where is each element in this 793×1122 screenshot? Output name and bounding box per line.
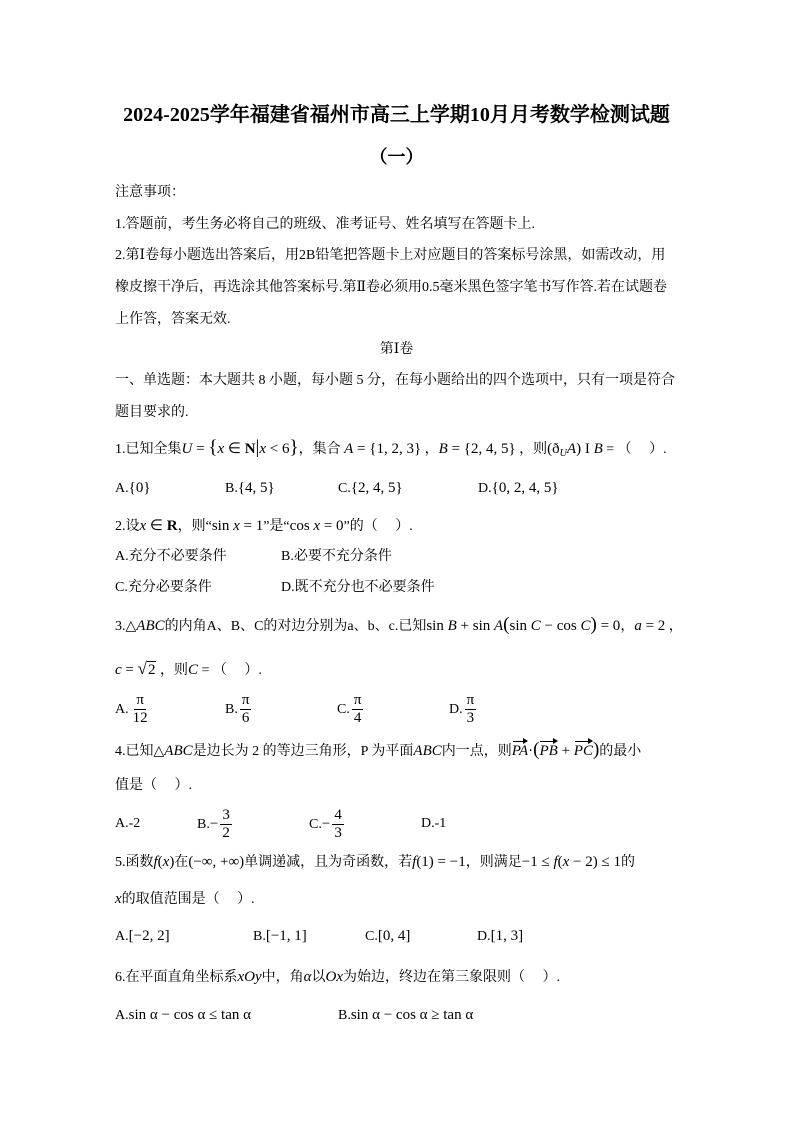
math-var: C bbox=[530, 618, 541, 634]
stem-text: ，则 bbox=[515, 442, 548, 457]
stem-text: = （ ）. bbox=[602, 442, 667, 457]
option-label: B. bbox=[225, 702, 238, 717]
math-dot: · bbox=[528, 743, 534, 759]
option-label: C. bbox=[337, 702, 350, 717]
stem-text: ， bbox=[620, 619, 635, 634]
option-label: C. bbox=[338, 481, 351, 496]
fraction-denominator: 6 bbox=[241, 710, 250, 727]
math-text: ∈ bbox=[146, 518, 167, 534]
notice-item-2-line: 上作答，答案无效. bbox=[115, 312, 231, 327]
option-c: C.充分必要条件 bbox=[115, 580, 212, 595]
fraction-denominator: 3 bbox=[334, 825, 342, 842]
math-func: cos bbox=[289, 518, 310, 534]
stem-text: ， bbox=[665, 619, 683, 634]
fraction-numerator: π bbox=[353, 692, 362, 709]
option-label: A.-2 bbox=[115, 816, 141, 831]
math-text: = 1 bbox=[239, 518, 264, 534]
stem-text: 3.△ bbox=[115, 619, 137, 634]
option-b bbox=[197, 804, 232, 844]
fraction-numerator: π bbox=[136, 692, 144, 709]
math-text: = 2 bbox=[641, 618, 666, 634]
option-value: {0, 2, 4, 5} bbox=[491, 480, 559, 496]
math-paren: ( bbox=[557, 854, 563, 870]
math-text: ) I bbox=[576, 441, 594, 457]
math-var: x bbox=[115, 891, 122, 907]
math-var: B bbox=[438, 441, 448, 457]
math-paren: ) bbox=[169, 854, 175, 870]
option-label: B. bbox=[338, 1008, 351, 1023]
option-value: [0, 4] bbox=[377, 928, 411, 944]
section-heading-line: 一、单选题：本大题共 8 小题，每小题 5 分，在每小题给出的四个选项中，只有一项是符合 bbox=[115, 373, 675, 388]
sqrt-sign: √ bbox=[137, 659, 147, 678]
stem-text: 1.已知全集 bbox=[115, 442, 182, 457]
option-label: B. bbox=[253, 929, 266, 944]
fraction-numerator: 3 bbox=[222, 807, 230, 824]
fraction bbox=[352, 692, 364, 727]
option-value: [−2, 2] bbox=[128, 928, 170, 944]
stem-text: ，则 bbox=[156, 663, 188, 678]
option-label: D. bbox=[478, 481, 492, 496]
option-c bbox=[309, 804, 344, 844]
math-text: (ð bbox=[547, 441, 560, 457]
option-b bbox=[225, 477, 275, 500]
math-var: A bbox=[344, 441, 354, 457]
fraction-denominator: 4 bbox=[353, 710, 362, 727]
fraction-numerator: π bbox=[241, 692, 250, 709]
vector: PC bbox=[574, 740, 593, 762]
math-var: A bbox=[566, 441, 577, 457]
stem-text: 4.已知△ bbox=[115, 744, 165, 759]
exam-subtitle: （一） bbox=[369, 147, 424, 167]
option-b: B.必要不充分条件 bbox=[281, 549, 392, 564]
math-var: Ox bbox=[325, 969, 344, 985]
vector: PB bbox=[539, 740, 557, 762]
stem-text: ”是“ bbox=[263, 519, 290, 534]
fraction bbox=[131, 692, 150, 727]
math-text: (1) = −1 bbox=[416, 854, 466, 870]
math-paren: ) bbox=[592, 739, 600, 760]
option-value: sin α − cos α ≥ tan α bbox=[350, 1007, 474, 1023]
math-text: < 6 bbox=[266, 441, 290, 457]
stem-text: 为始边，终边在第三象限则（ ）. bbox=[343, 970, 561, 985]
option-d bbox=[478, 477, 559, 500]
option-b bbox=[338, 1004, 473, 1027]
question-5-stem bbox=[115, 851, 635, 873]
math-paren: ( bbox=[503, 614, 510, 635]
fraction-denominator: 2 bbox=[222, 825, 230, 842]
question-3-stem bbox=[115, 614, 683, 636]
math-text: ∈ bbox=[224, 441, 245, 457]
math-brace: { bbox=[208, 437, 218, 458]
math-var: x bbox=[229, 518, 240, 534]
math-set-symbol: N bbox=[244, 441, 256, 457]
notice-item-1: 1.答题前，考生务必将自己的班级、准考证号、姓名填写在答题卡上. bbox=[115, 217, 535, 232]
math-set-symbol: R bbox=[166, 518, 178, 534]
math-var: f bbox=[153, 854, 158, 870]
question-6-stem bbox=[115, 966, 560, 988]
fraction bbox=[220, 807, 232, 842]
math-func: + sin bbox=[456, 618, 494, 634]
stem-text: ，集合 bbox=[298, 442, 345, 457]
math-text: = bbox=[192, 441, 209, 457]
stem-text: 的内角A、B、C的对边分别为a、b、c.已知 bbox=[164, 619, 427, 634]
math-subscript: U bbox=[559, 448, 567, 459]
option-b bbox=[253, 925, 307, 948]
option-value: {0} bbox=[128, 480, 151, 496]
notice-item-2-line: 2.第Ⅰ卷每小题选出答案后，用2B铅笔把答题卡上对应题目的答案标号涂黑，如需改动，用 bbox=[115, 248, 666, 263]
math-var: x bbox=[562, 854, 570, 870]
stem-text: = （ ）. bbox=[198, 663, 262, 678]
notice-heading: 注意事项： bbox=[115, 185, 185, 200]
question-4-stem bbox=[115, 739, 641, 761]
fraction-numerator: 4 bbox=[334, 807, 342, 824]
math-text: = 0 bbox=[320, 518, 344, 534]
stem-text: 是边长为 2 的等边三角形，P 为平面 bbox=[192, 744, 414, 759]
option-c bbox=[338, 477, 403, 500]
fraction bbox=[240, 692, 252, 727]
stem-text: 中，角 bbox=[261, 970, 304, 985]
math-var: f bbox=[412, 854, 417, 870]
math-var: C bbox=[187, 662, 198, 678]
option-value: {4, 5} bbox=[237, 480, 275, 496]
option-d: D.既不充分也不必要条件 bbox=[281, 580, 435, 595]
stem-text: 单调递减，且为奇函数，若 bbox=[244, 855, 413, 870]
fraction bbox=[332, 807, 344, 842]
option-value: [1, 3] bbox=[490, 928, 524, 944]
option-label: D. bbox=[477, 929, 491, 944]
math-func: sin bbox=[211, 518, 230, 534]
option-label: D.-1 bbox=[421, 816, 447, 831]
option-label: A. bbox=[115, 1008, 129, 1023]
stem-text: 5.函数 bbox=[115, 855, 154, 870]
option-label: B. bbox=[197, 817, 210, 832]
math-text: = {2, 4, 5} bbox=[447, 441, 516, 457]
stem-text: ，则满足 bbox=[465, 855, 522, 870]
stem-text: 在 bbox=[174, 855, 189, 870]
exam-title: 2024-2025学年福建省福州市高三上学期10月月考数学检测试题 bbox=[123, 104, 670, 126]
math-var: x bbox=[162, 854, 170, 870]
stem-text: 以 bbox=[311, 970, 326, 985]
math-text: = bbox=[121, 662, 138, 678]
option-label: D. bbox=[449, 702, 463, 717]
option-a bbox=[115, 690, 150, 730]
math-var: f bbox=[553, 854, 558, 870]
math-text: (−∞, +∞) bbox=[188, 854, 245, 870]
math-var: ABC bbox=[136, 618, 165, 634]
math-text: = 0 bbox=[596, 618, 621, 634]
math-paren: ) bbox=[590, 614, 597, 635]
section-heading-line: 题目要求的. bbox=[115, 405, 189, 420]
math-var: x bbox=[309, 518, 321, 534]
math-var: x bbox=[139, 518, 147, 534]
math-var: ABC bbox=[413, 743, 442, 759]
stem-text: 6.在平面直角坐标系 bbox=[115, 970, 238, 985]
math-var: a bbox=[634, 618, 642, 634]
math-func: sin bbox=[426, 618, 448, 634]
stem-text: ”的（ ）. bbox=[343, 519, 413, 534]
math-var: ABC bbox=[164, 743, 193, 759]
option-sign: − bbox=[209, 816, 219, 832]
option-label: A. bbox=[115, 929, 129, 944]
part-label: 第Ⅰ卷 bbox=[379, 342, 414, 357]
option-a bbox=[115, 477, 151, 500]
option-a bbox=[115, 1004, 251, 1027]
math-var: B bbox=[593, 441, 603, 457]
math-var: x bbox=[217, 441, 225, 457]
option-b bbox=[225, 690, 251, 730]
option-label: A. bbox=[115, 481, 129, 496]
notice-item-2-line: 橡皮擦干净后，再选涂其他答案标号.第Ⅱ卷必须用0.5毫米黑色签字笔书写作答.若在试题卷 bbox=[115, 280, 668, 295]
question-2-stem bbox=[115, 515, 413, 537]
math-paren: ( bbox=[533, 739, 540, 760]
math-var: xOy bbox=[237, 969, 262, 985]
option-label: B. bbox=[225, 481, 238, 496]
math-var: A bbox=[494, 618, 504, 634]
math-brace: } bbox=[289, 437, 299, 458]
stem-text: 内一点，则 bbox=[441, 744, 512, 759]
math-text: − 2) ≤ 1 bbox=[569, 854, 621, 870]
stem-text: 的取值范围是（ ）. bbox=[121, 892, 255, 907]
question-1-stem bbox=[115, 437, 667, 459]
option-d bbox=[477, 925, 523, 948]
option-c bbox=[337, 690, 363, 730]
math-var: x bbox=[259, 441, 267, 457]
math-bar: | bbox=[255, 437, 260, 458]
option-c bbox=[365, 925, 410, 948]
fraction-denominator: 12 bbox=[132, 710, 148, 727]
math-func: sin bbox=[509, 618, 531, 634]
fraction-denominator: 3 bbox=[466, 710, 475, 727]
option-a bbox=[115, 804, 140, 844]
option-sign: − bbox=[321, 816, 331, 832]
math-text: + bbox=[557, 743, 574, 759]
math-paren: ( bbox=[157, 854, 163, 870]
vector: PA bbox=[512, 740, 528, 762]
option-value: {2, 4, 5} bbox=[350, 480, 403, 496]
math-var: C bbox=[580, 618, 591, 634]
option-label: C. bbox=[309, 817, 322, 832]
option-d bbox=[421, 804, 446, 844]
math-var: c bbox=[115, 662, 122, 678]
fraction-numerator: π bbox=[466, 692, 475, 709]
option-d bbox=[449, 690, 476, 730]
option-label: C. bbox=[365, 929, 378, 944]
option-label: A. bbox=[115, 702, 129, 717]
option-a: A.充分不必要条件 bbox=[115, 549, 227, 564]
stem-text: ，则“ bbox=[177, 519, 212, 534]
stem-text: ， bbox=[421, 442, 439, 457]
option-value: sin α − cos α ≤ tan α bbox=[128, 1007, 251, 1023]
math-func: − cos bbox=[540, 618, 581, 634]
math-var: α bbox=[303, 969, 312, 985]
question-4-stem-cont: 值是（ ）. bbox=[115, 778, 192, 793]
stem-text: 2.设 bbox=[115, 519, 140, 534]
sqrt-radicand: 2 bbox=[147, 662, 156, 678]
option-value: [−1, 1] bbox=[265, 928, 307, 944]
math-var: U bbox=[181, 441, 193, 457]
fraction bbox=[465, 692, 477, 727]
stem-text: 的最小 bbox=[599, 744, 642, 759]
math-var: B bbox=[447, 618, 457, 634]
option-a bbox=[115, 925, 170, 948]
math-text: −1 ≤ bbox=[521, 854, 554, 870]
stem-text: 的 bbox=[620, 855, 635, 870]
math-text: = {1, 2, 3} bbox=[353, 441, 422, 457]
question-5-stem-cont bbox=[115, 888, 255, 910]
question-3-stem-cont bbox=[115, 658, 262, 680]
